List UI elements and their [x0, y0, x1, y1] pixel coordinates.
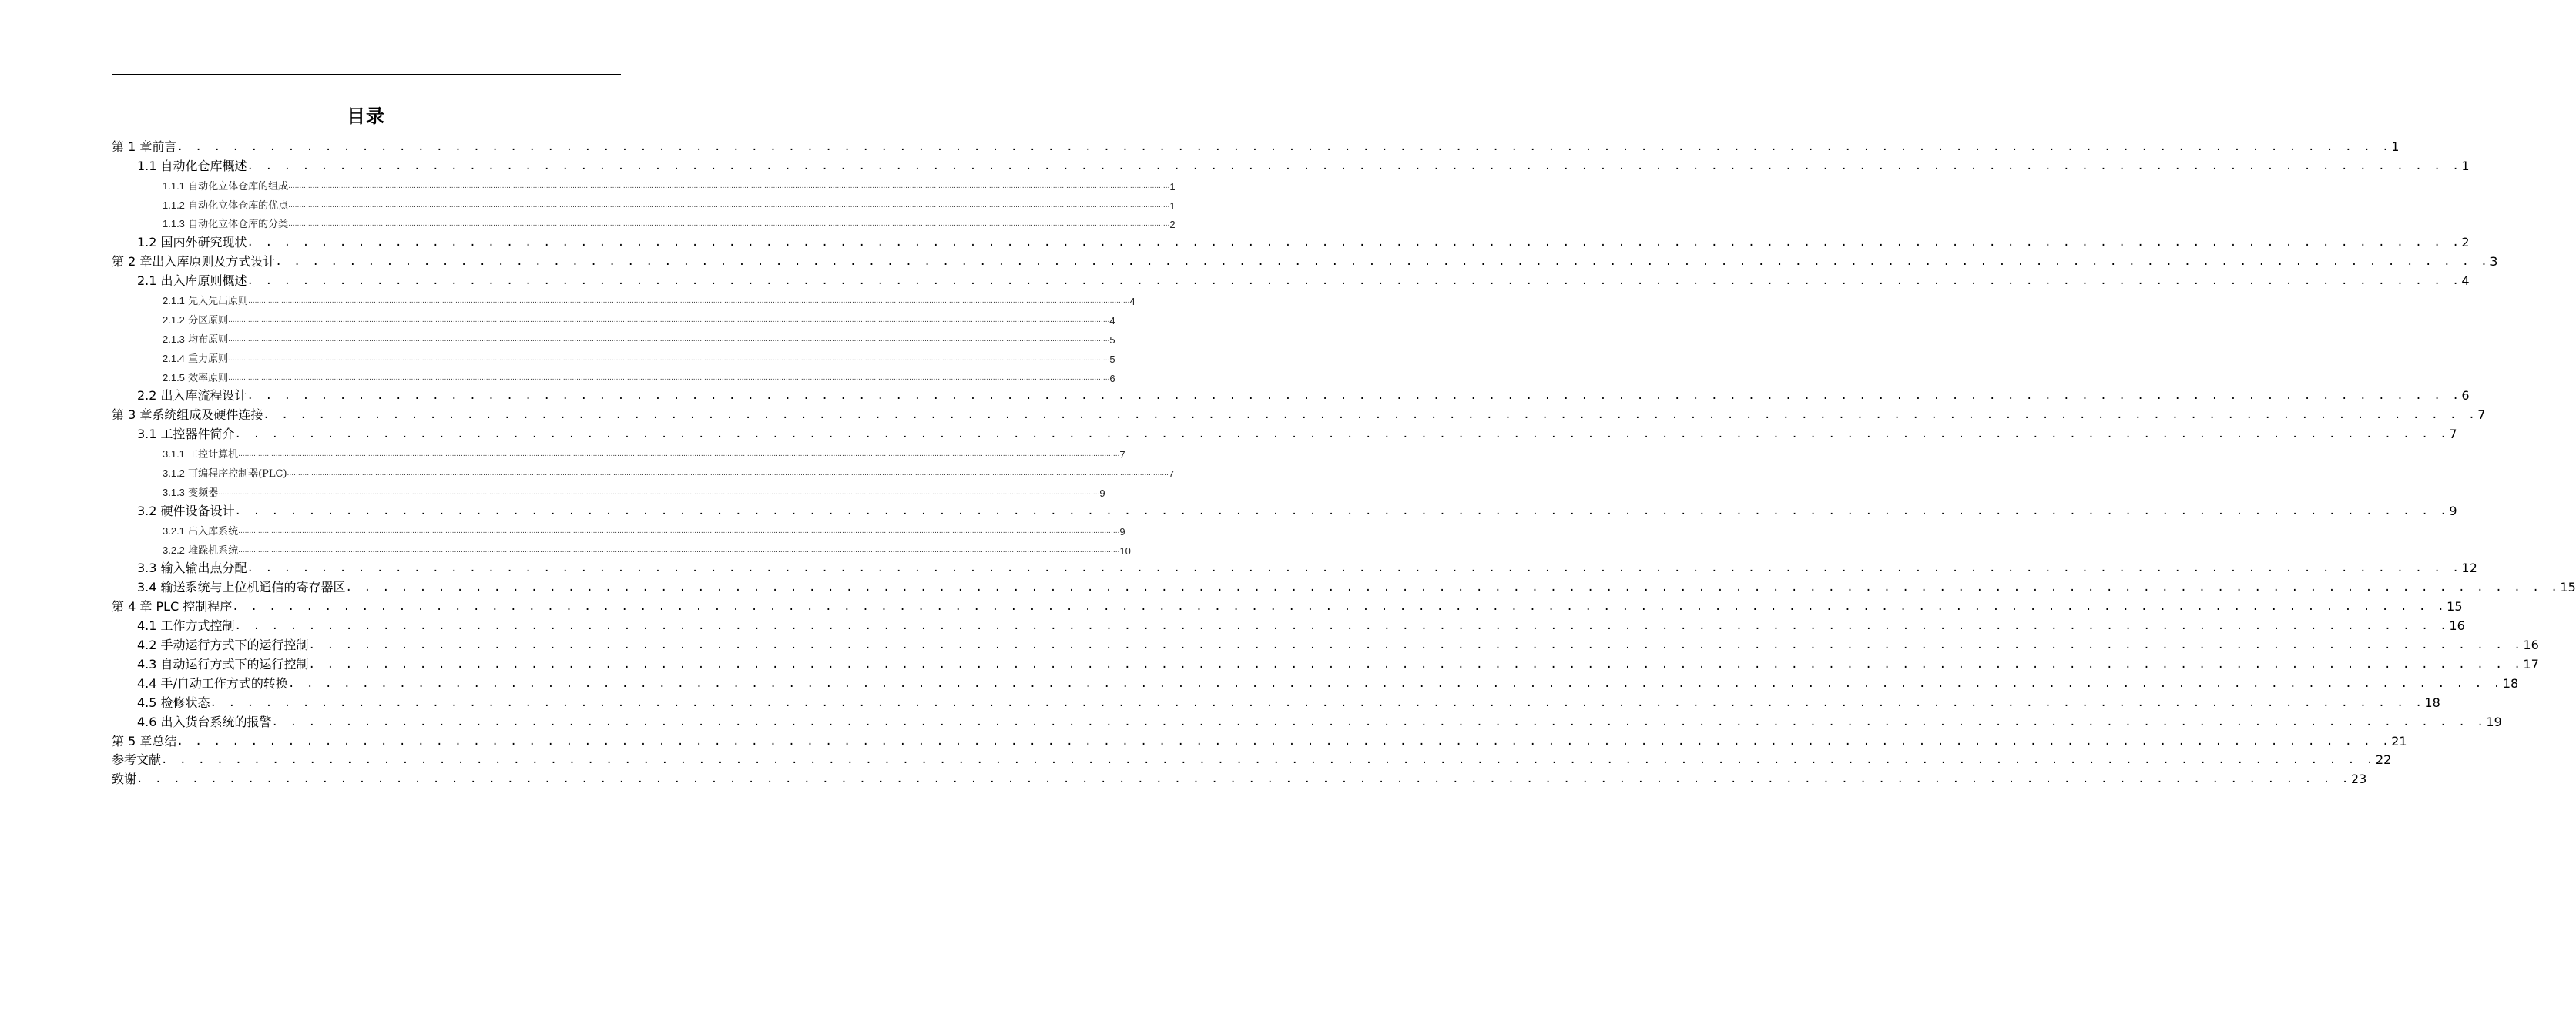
toc-entry[interactable]: [112, 290, 1135, 309]
toc-entry-number: 3.2.1: [163, 524, 185, 537]
toc-entry-text: 变频器: [188, 487, 219, 499]
toc-entry-text: 出入库系统: [188, 525, 239, 538]
toc-entry[interactable]: [112, 596, 2463, 615]
toc-entry-number: 1.1.3: [163, 218, 185, 230]
toc-page-number: 22: [2375, 752, 2392, 768]
toc-entry-text: 可编程序控制器(PLC): [188, 468, 287, 481]
toc-entry-number: 3.1.1: [163, 448, 185, 461]
toc-page-number: 7: [2449, 427, 2457, 442]
toc-entry-label: [163, 216, 288, 232]
toc-leader-dots: ................................................................................................................................................................................................................................................................................................................................................................................................................: [248, 297, 1130, 306]
toc-entry[interactable]: [112, 386, 2470, 405]
toc-entry[interactable]: [112, 462, 1175, 481]
toc-page-number: 1: [1169, 180, 1176, 193]
toc-page-number: 17: [2523, 656, 2539, 672]
toc-page-number: 10: [1119, 544, 1131, 557]
toc-entry[interactable]: [112, 731, 2407, 750]
toc-entry-label: [163, 370, 228, 386]
toc-entry[interactable]: [112, 673, 2519, 692]
toc-page-number: 1: [1169, 199, 1176, 212]
toc-entry-text: 工控计算机: [188, 449, 239, 461]
toc-entry[interactable]: [112, 558, 2477, 578]
toc-entry[interactable]: [112, 404, 2486, 424]
toc-entry[interactable]: [112, 443, 1125, 462]
toc-leader-dots: . . . . . . . . . . . . . . . . . . . . . . . . . . . . . . . . . . . . . . . . . . . . . . . . . . . . . . . . . . . . . . . . . . . . . . . . . . . . . . . . . . . . . . . . . . . . . . . . . . . . . . . . . . . . . . . . . . . . . . . .: [210, 696, 2425, 709]
toc-leader-dots: . . . . . . . . . . . . . . . . . . . . . . . . . . . . . . . . . . . . . . . . . . . . . . . . . . . . . . . . . . . . . . . . . . . . . . . . . . . . . . . . . . . . . . . . . . . . . . . . . . . . . . . . . . . . . . . . . . . . . . . .: [247, 275, 2462, 288]
toc-leader-dots: . . . . . . . . . . . . . . . . . . . . . . . . . . . . . . . . . . . . . . . . . . . . . . . . . . . . . . . . . . . . . . . . . . . . . . . . . . . . . . . . . . . . . . . . . . . . . . . . . . . . . . . . . . . . . . . . . . . . . . . .: [308, 658, 2524, 671]
toc-leader-dots: . . . . . . . . . . . . . . . . . . . . . . . . . . . . . . . . . . . . . . . . . . . . . . . . . . . . . . . . . . . . . . . . . . . . . . . . . . . . . . . . . . . . . . . . . . . . . . . . . . . . . . . . . . . . . . . . . . . . . . . .: [234, 620, 2450, 633]
toc-entry-number: 2.1.1: [163, 295, 185, 307]
toc-entry[interactable]: [112, 251, 2498, 270]
toc-page-number: 9: [2449, 503, 2457, 518]
page-title: 目录: [347, 106, 385, 127]
toc-leader-dots: ................................................................................................................................................................................................................................................................................................................................................................................................................: [287, 470, 1169, 478]
toc-leader-dots: . . . . . . . . . . . . . . . . . . . . . . . . . . . . . . . . . . . . . . . . . . . . . . . . . . . . . . . . . . . . . . . . . . . . . . . . . . . . . . . . . . . . . . . . . . . . . . . . . . . . . . . . . . . . . . . . . . . . . . . .: [136, 773, 2351, 786]
toc-entry-label: [163, 351, 228, 367]
toc-entry-number: 2.1.4: [163, 352, 185, 364]
toc-leader-dots: ................................................................................................................................................................................................................................................................................................................................................................................................................: [218, 488, 1100, 497]
toc-entry-label: [163, 485, 218, 501]
toc-entry-text: 效率原则: [188, 372, 229, 384]
toc-entry-label: [163, 198, 288, 213]
toc-entry[interactable]: [112, 481, 1105, 501]
toc-entry[interactable]: [112, 156, 2470, 175]
toc-entry-number: 2.1.3: [163, 333, 185, 345]
header-rule: [112, 74, 621, 75]
toc-page-number: 6: [2461, 388, 2470, 404]
toc-page-number: 4: [1129, 296, 1135, 308]
toc-leader-dots: . . . . . . . . . . . . . . . . . . . . . . . . . . . . . . . . . . . . . . . . . . . . . . . . . . . . . . . . . . . . . . . . . . . . . . . . . . . . . . . . . . . . . . . . . . . . . . . . . . . . . . . . . . . . . . . . . . . . . . . .: [275, 256, 2490, 269]
toc-page-number: 12: [2461, 561, 2477, 576]
toc-page-number: 9: [1099, 487, 1105, 499]
toc-entry[interactable]: [112, 615, 2465, 635]
toc-entry-label: 3.1 工控器件简介: [137, 427, 235, 442]
toc-page-number: 4: [1109, 314, 1115, 327]
toc-entry-text: 分区原则: [188, 314, 229, 327]
toc-entry-label: [163, 313, 228, 328]
toc-leader-dots: . . . . . . . . . . . . . . . . . . . . . . . . . . . . . . . . . . . . . . . . . . . . . . . . . . . . . . . . . . . . . . . . . . . . . . . . . . . . . . . . . . . . . . . . . . . . . . . . . . . . . . . . . . . . . . . . . . . . . . . .: [232, 601, 2447, 614]
toc-entry[interactable]: [112, 136, 2400, 156]
toc-entry[interactable]: [112, 712, 2502, 731]
toc-leader-dots: . . . . . . . . . . . . . . . . . . . . . . . . . . . . . . . . . . . . . . . . . . . . . . . . . . . . . . . . . . . . . . . . . . . . . . . . . . . . . . . . . . . . . . . . . . . . . . . . . . . . . . . . . . . . . . . . . . . . . . . .: [176, 140, 2392, 153]
toc-entry-text: 堆跺机系统: [188, 544, 239, 557]
toc-entry[interactable]: [112, 750, 2392, 769]
toc-entry[interactable]: [112, 635, 2539, 654]
toc-entry-label: 2.2 出入库流程设计: [137, 388, 247, 404]
toc-entry-text: 自动化立体仓库的优点: [188, 199, 289, 212]
toc-page-number: 15: [2447, 599, 2463, 615]
toc-entry-label: [163, 543, 238, 558]
toc-entry-number: 3.2.2: [163, 544, 185, 556]
toc-entry-label: 4.5 检修状态: [137, 695, 210, 710]
toc-leader-dots: ................................................................................................................................................................................................................................................................................................................................................................................................................: [228, 335, 1110, 343]
toc-leader-dots: . . . . . . . . . . . . . . . . . . . . . . . . . . . . . . . . . . . . . . . . . . . . . . . . . . . . . . . . . . . . . . . . . . . . . . . . . . . . . . . . . . . . . . . . . . . . . . . . . . . . . . . . . . . . . . . . . . . . . . . .: [308, 639, 2524, 652]
toc-entry[interactable]: [112, 328, 1115, 347]
toc-page-number: 4: [2461, 273, 2470, 289]
toc-entry[interactable]: [112, 347, 1115, 367]
toc-page-number: 19: [2486, 714, 2502, 729]
toc-entry-number: 2.1.5: [163, 371, 185, 384]
toc-page-number: 1: [2461, 158, 2470, 173]
toc-page-number: 18: [2502, 675, 2519, 691]
toc-leader-dots: . . . . . . . . . . . . . . . . . . . . . . . . . . . . . . . . . . . . . . . . . . . . . . . . . . . . . . . . . . . . . . . . . . . . . . . . . . . . . . . . . . . . . . . . . . . . . . . . . . . . . . . . . . . . . . . . . . . . . . . .: [247, 236, 2462, 250]
toc-entry[interactable]: [112, 654, 2539, 673]
toc-entry[interactable]: [112, 577, 2576, 596]
toc-entry[interactable]: [112, 539, 1131, 558]
toc-page-number: 2: [2461, 235, 2470, 250]
toc-entry-label: 致谢: [112, 772, 137, 787]
toc-page-number: 15: [2560, 580, 2576, 595]
toc-leader-dots: . . . . . . . . . . . . . . . . . . . . . . . . . . . . . . . . . . . . . . . . . . . . . . . . . . . . . . . . . . . . . . . . . . . . . . . . . . . . . . . . . . . . . . . . . . . . . . . . . . . . . . . . . . . . . . . . . . . . . . . .: [247, 562, 2462, 575]
toc-entry-label: 4.4 手/自动工作方式的转换: [137, 675, 288, 691]
toc-entry[interactable]: [112, 194, 1176, 213]
toc-entry-label: 3.4 输送系统与上位机通信的寄存器区: [137, 580, 346, 595]
toc-entry-label: 3.3 输入输出点分配: [137, 561, 247, 576]
toc-entry-label: [163, 447, 238, 462]
toc-page-number: 18: [2424, 695, 2440, 710]
toc-entry-text: 重力原则: [188, 353, 229, 365]
toc-entry-label: 4.3 自动运行方式下的运行控制: [137, 656, 309, 672]
toc-entry-label: [163, 179, 288, 194]
toc-entry-number: 3.1.2: [163, 467, 185, 480]
toc-entry-label: [163, 524, 238, 539]
toc-page-number: 5: [1109, 353, 1115, 365]
toc-entry-text: 先入先出原则: [188, 296, 249, 308]
toc-leader-dots: ................................................................................................................................................................................................................................................................................................................................................................................................................: [238, 451, 1120, 459]
toc-leader-dots: ................................................................................................................................................................................................................................................................................................................................................................................................................: [288, 201, 1170, 209]
toc-leader-dots: . . . . . . . . . . . . . . . . . . . . . . . . . . . . . . . . . . . . . . . . . . . . . . . . . . . . . . . . . . . . . . . . . . . . . . . . . . . . . . . . . . . . . . . . . . . . . . . . . . . . . . . . . . . . . . . . . . . . . . . .: [247, 390, 2462, 403]
toc-entry-label: [163, 332, 228, 347]
toc-leader-dots: . . . . . . . . . . . . . . . . . . . . . . . . . . . . . . . . . . . . . . . . . . . . . . . . . . . . . . . . . . . . . . . . . . . . . . . . . . . . . . . . . . . . . . . . . . . . . . . . . . . . . . . . . . . . . . . . . . . . . . . .: [234, 428, 2450, 441]
toc-leader-dots: . . . . . . . . . . . . . . . . . . . . . . . . . . . . . . . . . . . . . . . . . . . . . . . . . . . . . . . . . . . . . . . . . . . . . . . . . . . . . . . . . . . . . . . . . . . . . . . . . . . . . . . . . . . . . . . . . . . . . . . .: [345, 581, 2561, 595]
toc-page-number: 7: [1119, 449, 1125, 461]
toc-page-number: 5: [1109, 333, 1115, 346]
toc-page-number: 7: [1168, 468, 1175, 481]
toc-entry-label: 2.1 出入库原则概述: [137, 273, 247, 289]
toc-entry-number: 1.1.2: [163, 199, 185, 211]
toc-entry-text: 自动化立体仓库的组成: [188, 180, 289, 193]
toc-leader-dots: ................................................................................................................................................................................................................................................................................................................................................................................................................: [288, 182, 1170, 190]
toc-leader-dots: . . . . . . . . . . . . . . . . . . . . . . . . . . . . . . . . . . . . . . . . . . . . . . . . . . . . . . . . . . . . . . . . . . . . . . . . . . . . . . . . . . . . . . . . . . . . . . . . . . . . . . . . . . . . . . . . . . . . . . . .: [263, 409, 2478, 422]
toc-entry-number: 1.1.1: [163, 179, 185, 192]
toc-page-number: 21: [2391, 733, 2407, 749]
toc-leader-dots: ................................................................................................................................................................................................................................................................................................................................................................................................................: [238, 527, 1120, 535]
toc-leader-dots: . . . . . . . . . . . . . . . . . . . . . . . . . . . . . . . . . . . . . . . . . . . . . . . . . . . . . . . . . . . . . . . . . . . . . . . . . . . . . . . . . . . . . . . . . . . . . . . . . . . . . . . . . . . . . . . . . . . . . . . .: [234, 504, 2450, 518]
toc-entry-label: 第 5 章总结: [112, 733, 177, 749]
toc-entry[interactable]: [112, 424, 2457, 443]
toc-leader-dots: ................................................................................................................................................................................................................................................................................................................................................................................................................: [228, 316, 1110, 324]
toc-entry-label: 第 2 章出入库原则及方式设计: [112, 254, 276, 270]
toc-entry-label: 第 4 章 PLC 控制程序: [112, 599, 233, 615]
toc-page-number: 9: [1119, 525, 1125, 538]
toc-entry-label: 4.1 工作方式控制: [137, 618, 235, 634]
toc-entry-label: 4.2 手动运行方式下的运行控制: [137, 638, 309, 653]
toc-entry-label: 4.6 出入货台系统的报警: [137, 714, 272, 729]
toc-entry-label: 1.1 自动化仓库概述: [137, 158, 247, 173]
toc-leader-dots: . . . . . . . . . . . . . . . . . . . . . . . . . . . . . . . . . . . . . . . . . . . . . . . . . . . . . . . . . . . . . . . . . . . . . . . . . . . . . . . . . . . . . . . . . . . . . . . . . . . . . . . . . . . . . . . . . . . . . . . .: [247, 159, 2462, 172]
toc-entry-text: 均布原则: [188, 333, 229, 346]
toc-entry[interactable]: [112, 213, 1176, 233]
toc-entry[interactable]: [112, 769, 2367, 788]
toc-page-number: 16: [2523, 638, 2539, 653]
toc-page-number: 1: [2391, 139, 2400, 154]
toc-entry-label: [163, 293, 248, 309]
toc-entry[interactable]: [112, 232, 2470, 251]
toc-page-number: 3: [2490, 254, 2498, 270]
toc-page-number: 7: [2477, 407, 2486, 423]
toc-leader-dots: . . . . . . . . . . . . . . . . . . . . . . . . . . . . . . . . . . . . . . . . . . . . . . . . . . . . . . . . . . . . . . . . . . . . . . . . . . . . . . . . . . . . . . . . . . . . . . . . . . . . . . . . . . . . . . . . . . . . . . . .: [176, 735, 2392, 748]
toc-leader-dots: . . . . . . . . . . . . . . . . . . . . . . . . . . . . . . . . . . . . . . . . . . . . . . . . . . . . . . . . . . . . . . . . . . . . . . . . . . . . . . . . . . . . . . . . . . . . . . . . . . . . . . . . . . . . . . . . . . . . . . . .: [287, 677, 2503, 690]
toc-entry[interactable]: [112, 501, 2457, 520]
toc-leader-dots: ................................................................................................................................................................................................................................................................................................................................................................................................................: [288, 220, 1170, 229]
toc-page-number: 16: [2449, 618, 2465, 634]
toc-entry[interactable]: [112, 692, 2440, 712]
toc-entry[interactable]: [112, 520, 1125, 539]
toc-page-number: 6: [1109, 372, 1115, 384]
toc-entry-label: 第 3 章系统组成及硬件连接: [112, 407, 263, 423]
toc-entry[interactable]: [112, 367, 1115, 386]
toc-page-number: 23: [2350, 772, 2367, 787]
toc-leader-dots: . . . . . . . . . . . . . . . . . . . . . . . . . . . . . . . . . . . . . . . . . . . . . . . . . . . . . . . . . . . . . . . . . . . . . . . . . . . . . . . . . . . . . . . . . . . . . . . . . . . . . . . . . . . . . . . . . . . . . . . .: [271, 715, 2487, 729]
toc-entry-label: 3.2 硬件设备设计: [137, 503, 235, 518]
toc-leader-dots: ................................................................................................................................................................................................................................................................................................................................................................................................................: [228, 373, 1110, 382]
toc-entry-number: 2.1.2: [163, 313, 185, 326]
toc-leader-dots: ................................................................................................................................................................................................................................................................................................................................................................................................................: [228, 354, 1110, 363]
toc-page-number: 2: [1169, 219, 1176, 231]
toc-entry[interactable]: [112, 175, 1176, 194]
toc-entry-number: 3.1.3: [163, 486, 185, 498]
toc-entry[interactable]: [112, 270, 2470, 290]
toc-entry-label: 参考文献: [112, 752, 162, 768]
toc-leader-dots: . . . . . . . . . . . . . . . . . . . . . . . . . . . . . . . . . . . . . . . . . . . . . . . . . . . . . . . . . . . . . . . . . . . . . . . . . . . . . . . . . . . . . . . . . . . . . . . . . . . . . . . . . . . . . . . . . . . . . . . .: [161, 754, 2376, 767]
toc-entry-label: 1.2 国内外研究现状: [137, 235, 247, 250]
table-of-contents: [112, 136, 2576, 788]
toc-entry[interactable]: [112, 309, 1115, 328]
toc-entry-label: 第 1 章前言: [112, 139, 177, 154]
toc-entry-text: 自动化立体仓库的分类: [188, 219, 289, 231]
toc-entry-label: [163, 466, 287, 481]
toc-leader-dots: ................................................................................................................................................................................................................................................................................................................................................................................................................: [238, 546, 1120, 554]
